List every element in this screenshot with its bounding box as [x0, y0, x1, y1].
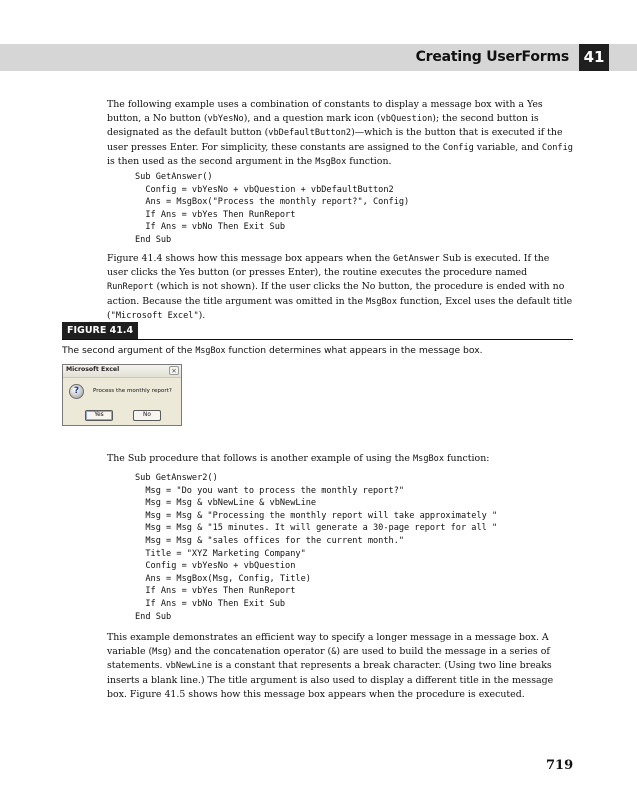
- yes-button[interactable]: Yes: [85, 410, 113, 421]
- paragraph-second-example: The Sub procedure that follows is another example of using the MsgBox function:: [107, 453, 490, 464]
- close-icon[interactable]: ✕: [169, 366, 179, 375]
- paragraph-intro: The following example uses a combination of constants to display a message box with a Yes button, a No button (vbYesNo), and a question mark icon (vbQuestion); the second button is designated as the default button (vbDefaultButton2)—which is the button that is executed if the user presses Enter. For simplicity, these constants are assigned to the Config variable, and Config is then used as the second argument in the MsgBox function.: [107, 99, 573, 167]
- page-number: 719: [546, 758, 574, 773]
- question-icon: ?: [69, 384, 84, 399]
- message-box-titlebar: [63, 365, 181, 378]
- message-box-title: Microsoft Excel: [66, 366, 120, 373]
- code-block-getanswer: Sub GetAnswer() Config = vbYesNo + vbQuestion + vbDefaultButton2 Ans = MsgBox("Process the monthly report?", Config) If Ans = vbYes Then RunReport If Ans = vbNo Then Exit Sub End Sub: [135, 172, 410, 245]
- code-block-getanswer2: Sub GetAnswer2() Msg = "Do you want to process the monthly report?" Msg = Msg & vbNewLine & vbNewLine Msg = Msg & "Processing the monthly report will take approximately " Msg = Msg & "15 minutes. It will generate a 30-page report for all " Msg = Msg & "sales offices for the current month." Title = "XYZ Marketing Company" Config = vbYesNo + vbQuestion Ans = MsgBox(Msg, Config, Title) If Ans = vbYes Then RunReport If Ans = vbNo Then Exit Sub End Sub: [135, 473, 498, 622]
- chapter-number: 41: [579, 44, 609, 71]
- message-box-text: Process the monthly report?: [93, 388, 172, 394]
- message-box-screenshot: [62, 364, 182, 426]
- paragraph-figure-explanation: Figure 41.4 shows how this message box appears when the GetAnswer Sub is executed. If the user clicks the Yes button (or presses Enter), the routine executes the procedure named RunReport (which is not shown). If the user clicks the No button, the procedure is ended with no action. Because the title argument was omitted in the MsgBox function, Excel uses the default title ("Microsoft Excel").: [107, 253, 573, 321]
- figure-caption: The second argument of the MsgBox function determines what appears in the message box.: [62, 345, 483, 356]
- paragraph-explanation: This example demonstrates an efficient way to specify a longer message in a message box. A variable (Msg) and the concatenation operator (&) are used to build the message in a series of statements. vbNewLine is a constant that represents a break character. (Using two line breaks inserts a blank line.) The title argument is also used to display a different title in the message box. Figure 41.5 shows how this message box appears when the procedure is executed.: [107, 632, 554, 700]
- figure-label: FIGURE 41.4: [62, 322, 138, 339]
- no-button[interactable]: No: [133, 410, 161, 421]
- figure-rule: [62, 339, 573, 340]
- running-head: Creating UserForms: [415, 49, 569, 65]
